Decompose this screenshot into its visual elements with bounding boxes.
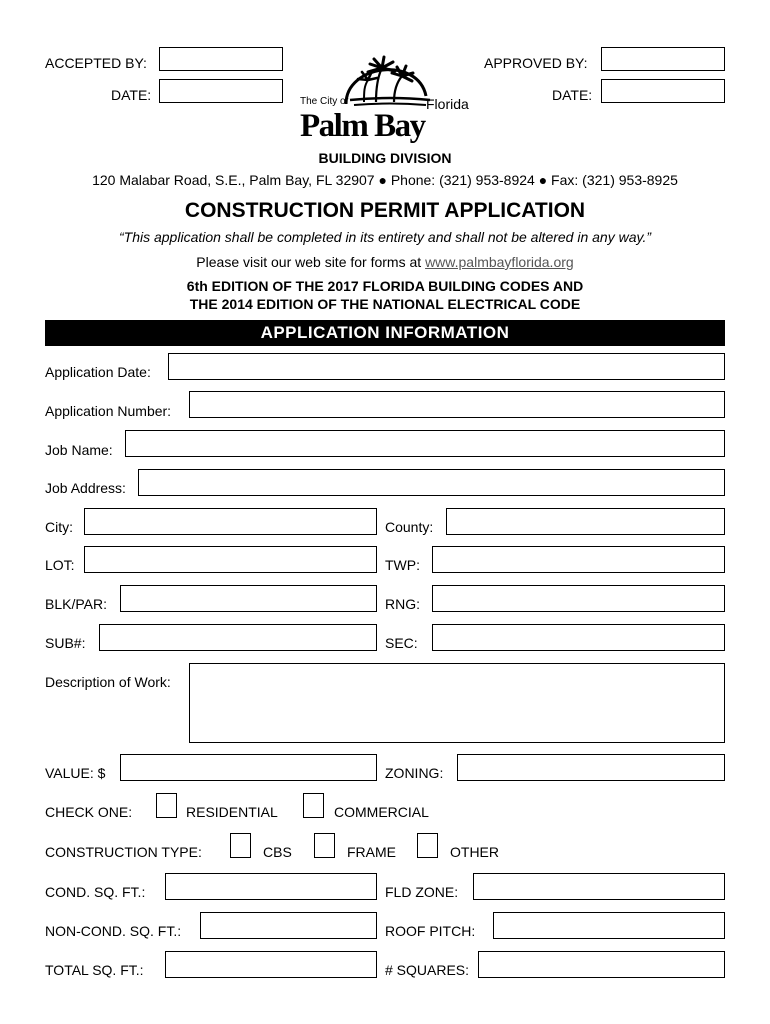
building-division-title: BUILDING DIVISION xyxy=(318,150,452,166)
description-field[interactable] xyxy=(189,663,725,743)
commercial-checkbox[interactable] xyxy=(303,793,324,818)
description-label: Description of Work: xyxy=(45,674,171,690)
sec-field[interactable] xyxy=(432,624,725,651)
palm-bay-logo xyxy=(298,42,473,146)
other-label: OTHER xyxy=(450,844,499,860)
job-address-field[interactable] xyxy=(138,469,725,496)
squares-label: # SQUARES: xyxy=(385,962,470,978)
value-label: VALUE: $ xyxy=(45,765,106,781)
cond-sq-ft-field[interactable] xyxy=(165,873,377,900)
approved-by-field[interactable] xyxy=(601,47,725,71)
accepted-date-field[interactable] xyxy=(159,79,283,103)
website-link[interactable]: www.palmbayflorida.org xyxy=(425,254,574,270)
roof-pitch-label: ROOF PITCH: xyxy=(385,923,476,939)
accepted-by-label: ACCEPTED BY: xyxy=(45,55,147,71)
accepted-by-field[interactable] xyxy=(159,47,283,71)
twp-field[interactable] xyxy=(432,546,725,573)
sub-field[interactable] xyxy=(99,624,377,651)
cond-sq-ft-label: COND. SQ. FT.: xyxy=(45,884,146,900)
zoning-field[interactable] xyxy=(457,754,725,781)
date-label-left: DATE: xyxy=(111,87,152,103)
blk-par-field[interactable] xyxy=(120,585,377,612)
code-line-1: 6th EDITION OF THE 2017 FLORIDA BUILDING CODES AND xyxy=(186,278,584,294)
notice-text: “This application shall be completed in its entirety and shall not be altered in any way.” xyxy=(118,229,652,245)
date-label-right: DATE: xyxy=(552,87,593,103)
application-information-header: APPLICATION INFORMATION xyxy=(45,320,725,346)
value-field[interactable] xyxy=(120,754,377,781)
application-date-field[interactable] xyxy=(168,353,725,380)
total-sq-ft-field[interactable] xyxy=(165,951,377,978)
city-field[interactable] xyxy=(84,508,377,535)
lot-field[interactable] xyxy=(84,546,377,573)
application-number-label: Application Number: xyxy=(45,403,172,419)
website-line xyxy=(0,254,770,270)
job-name-label: Job Name: xyxy=(45,442,113,458)
blk-par-label: BLK/PAR: xyxy=(45,596,107,612)
squares-field[interactable] xyxy=(478,951,725,978)
code-line-2: THE 2014 EDITION OF THE NATIONAL ELECTRICAL CODE xyxy=(189,296,581,312)
application-date-label: Application Date: xyxy=(45,364,151,380)
page-title: CONSTRUCTION PERMIT APPLICATION xyxy=(184,199,586,222)
job-name-field[interactable] xyxy=(125,430,725,457)
other-checkbox[interactable] xyxy=(417,833,438,858)
commercial-label: COMMERCIAL xyxy=(334,804,429,820)
application-number-field[interactable] xyxy=(189,391,725,418)
palm-bay-wordmark: Palm Bay xyxy=(300,108,425,144)
sec-label: SEC: xyxy=(385,635,418,651)
cbs-checkbox[interactable] xyxy=(230,833,251,858)
construction-type-label: CONSTRUCTION TYPE: xyxy=(45,844,202,860)
sub-label: SUB#: xyxy=(45,635,86,651)
website-prefix: Please visit our web site for forms at xyxy=(196,254,426,270)
twp-label: TWP: xyxy=(385,557,420,573)
zoning-label: ZONING: xyxy=(385,765,444,781)
address-line: 120 Malabar Road, S.E., Palm Bay, FL 32907 ● Phone: (321) 953-8924 ● Fax: (321) 953-8925 xyxy=(92,172,678,188)
county-field[interactable] xyxy=(446,508,725,535)
non-cond-sq-ft-label: NON-COND. SQ. FT.: xyxy=(45,923,182,939)
frame-checkbox[interactable] xyxy=(314,833,335,858)
total-sq-ft-label: TOTAL SQ. FT.: xyxy=(45,962,144,978)
approved-by-label: APPROVED BY: xyxy=(484,55,588,71)
county-label: County: xyxy=(385,519,434,535)
rng-label: RNG: xyxy=(385,596,420,612)
residential-label: RESIDENTIAL xyxy=(186,804,278,820)
cbs-label: CBS xyxy=(263,844,292,860)
rng-field[interactable] xyxy=(432,585,725,612)
fld-zone-label: FLD ZONE: xyxy=(385,884,459,900)
check-one-label: CHECK ONE: xyxy=(45,804,133,820)
non-cond-sq-ft-field[interactable] xyxy=(200,912,377,939)
city-label: City: xyxy=(45,519,73,535)
approved-date-field[interactable] xyxy=(601,79,725,103)
residential-checkbox[interactable] xyxy=(156,793,177,818)
lot-label: LOT: xyxy=(45,557,75,573)
fld-zone-field[interactable] xyxy=(473,873,725,900)
job-address-label: Job Address: xyxy=(45,480,126,496)
the-city-of-text: The City of xyxy=(300,96,349,107)
frame-label: FRAME xyxy=(347,844,396,860)
roof-pitch-field[interactable] xyxy=(493,912,725,939)
florida-text: Florida xyxy=(426,96,469,112)
